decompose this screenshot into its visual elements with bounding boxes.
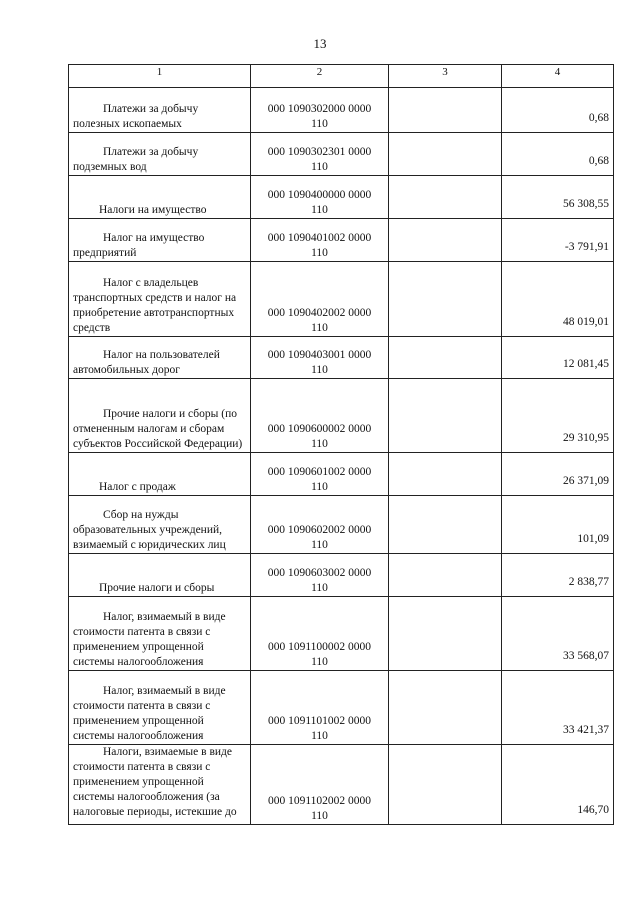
row-name: Налог, взимаемый в виде стоимости патента в связи с применением упрощенной системы налогообложения [69, 597, 251, 671]
row-amount [502, 671, 614, 745]
row-name: Прочие налоги и сборы (по отмененным налогам и сборам субъектов Российской Федерации) [69, 379, 251, 453]
row-col3 [389, 597, 502, 671]
row-code-suffix: 110 [311, 481, 328, 493]
row-amount-value: 0,68 [588, 155, 609, 167]
row-col3 [389, 745, 502, 825]
table-row [69, 496, 614, 554]
row-amount-value: 12 081,45 [563, 358, 609, 370]
row-code-suffix: 110 [311, 364, 328, 376]
row-code [251, 176, 389, 219]
row-amount-value: 26 371,09 [563, 475, 609, 487]
row-name: Сбор на нужды образовательных учреждений, взимаемый с юридических лиц [69, 496, 251, 554]
row-code-main: 000 1090302000 0000 [267, 103, 372, 115]
table-row [69, 554, 614, 597]
row-amount [502, 453, 614, 496]
table-row [69, 453, 614, 496]
table-row [69, 671, 614, 745]
row-col3 [389, 262, 502, 337]
row-name: Налоги на имущество [69, 176, 251, 219]
row-code-main: 000 1090601002 0000 [267, 466, 372, 478]
row-amount-value: 29 310,95 [563, 432, 609, 444]
row-col3 [389, 176, 502, 219]
row-code-main: 000 1091101002 0000 [267, 715, 372, 727]
table-header [69, 65, 614, 88]
table-row [69, 379, 614, 453]
row-code-main: 000 1091102002 0000 [267, 795, 372, 807]
row-amount [502, 133, 614, 176]
row-code [251, 219, 389, 262]
row-code-main: 000 1090600002 0000 [267, 423, 372, 435]
row-name: Налоги, взимаемые в виде стоимости патента в связи с применением упрощенной системы налогообложения (за налоговые периоды, истекшие до [69, 745, 251, 825]
table-row [69, 219, 614, 262]
row-amount-value: 33 421,37 [563, 724, 609, 736]
row-col3 [389, 453, 502, 496]
row-amount-value: -3 791,91 [564, 241, 609, 253]
row-amount-value: 101,09 [577, 533, 609, 545]
row-col3 [389, 219, 502, 262]
row-amount [502, 554, 614, 597]
row-amount [502, 176, 614, 219]
row-code-main: 000 1090403001 0000 [267, 349, 372, 361]
row-code-main: 000 1090602002 0000 [267, 524, 372, 536]
row-code [251, 496, 389, 554]
row-code-main: 000 1091100002 0000 [267, 641, 372, 653]
row-code [251, 597, 389, 671]
row-code [251, 262, 389, 337]
row-amount-value: 2 838,77 [568, 576, 609, 588]
budget-table [68, 64, 614, 825]
row-col3 [389, 88, 502, 133]
row-code-suffix: 110 [311, 161, 328, 173]
row-amount [502, 262, 614, 337]
row-code-suffix: 110 [311, 582, 328, 594]
row-code-suffix: 110 [311, 204, 328, 216]
row-amount [502, 88, 614, 133]
row-code [251, 379, 389, 453]
row-name: Прочие налоги и сборы [69, 554, 251, 597]
row-code [251, 745, 389, 825]
row-col3 [389, 496, 502, 554]
table-row [69, 262, 614, 337]
header-col-3: 3 [389, 65, 502, 88]
header-col-4: 4 [502, 65, 614, 88]
header-row [69, 65, 614, 88]
row-code [251, 554, 389, 597]
row-amount-value: 0,68 [588, 112, 609, 124]
row-amount-value: 33 568,07 [563, 650, 609, 662]
row-code [251, 671, 389, 745]
row-amount [502, 219, 614, 262]
header-col-2: 2 [251, 65, 389, 88]
row-code-main: 000 1090401002 0000 [267, 232, 372, 244]
table-row [69, 88, 614, 133]
row-name: Налог с владельцев транспортных средств и налог на приобретение автотранспортных средств [69, 262, 251, 337]
row-code [251, 88, 389, 133]
table-row [69, 176, 614, 219]
row-name: Налог на имущество предприятий [69, 219, 251, 262]
row-amount [502, 597, 614, 671]
row-code [251, 133, 389, 176]
row-code-suffix: 110 [311, 656, 328, 668]
row-code-suffix: 110 [311, 730, 328, 742]
row-name: Платежи за добычу подземных вод [69, 133, 251, 176]
row-col3 [389, 337, 502, 379]
row-amount-value: 146,70 [577, 804, 609, 816]
table-row [69, 337, 614, 379]
row-col3 [389, 379, 502, 453]
row-code-suffix: 110 [311, 810, 328, 822]
row-code [251, 337, 389, 379]
row-amount-value: 48 019,01 [563, 316, 609, 328]
row-name: Налог с продаж [69, 453, 251, 496]
row-amount [502, 379, 614, 453]
row-amount [502, 337, 614, 379]
row-code-suffix: 110 [311, 438, 328, 450]
row-code-main: 000 1090402002 0000 [267, 307, 372, 319]
row-col3 [389, 554, 502, 597]
row-code-suffix: 110 [311, 247, 328, 259]
row-code-suffix: 110 [311, 118, 328, 130]
row-code-suffix: 110 [311, 322, 328, 334]
row-col3 [389, 671, 502, 745]
row-col3 [389, 133, 502, 176]
row-amount-value: 56 308,55 [563, 198, 609, 210]
row-code-suffix: 110 [311, 539, 328, 551]
header-col-1: 1 [69, 65, 251, 88]
row-name: Платежи за добычу полезных ископаемых [69, 88, 251, 133]
row-code-main: 000 1090302301 0000 [267, 146, 372, 158]
page-number: 13 [313, 36, 327, 51]
table-row [69, 745, 614, 825]
table-row [69, 597, 614, 671]
row-amount [502, 496, 614, 554]
row-code-main: 000 1090400000 0000 [267, 189, 372, 201]
row-amount [502, 745, 614, 825]
row-name: Налог, взимаемый в виде стоимости патента в связи с применением упрощенной системы налогообложения [69, 671, 251, 745]
row-code [251, 453, 389, 496]
row-name: Налог на пользователей автомобильных дорог [69, 337, 251, 379]
table-body [69, 88, 614, 825]
table-row [69, 133, 614, 176]
row-code-main: 000 1090603002 0000 [267, 567, 372, 579]
